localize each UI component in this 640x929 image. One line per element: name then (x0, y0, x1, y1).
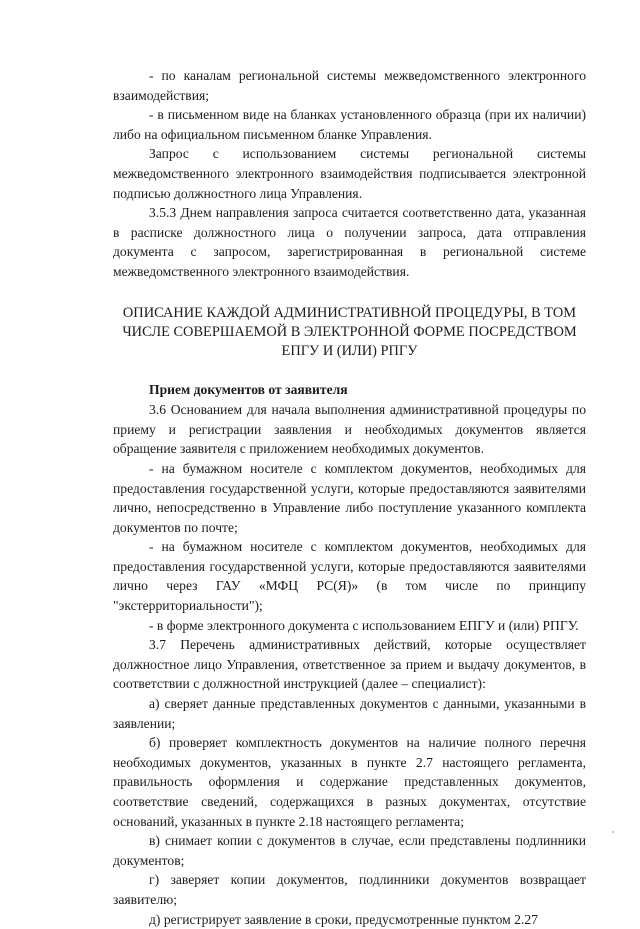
paragraph: - в письменном виде на бланках установленного образца (при их наличии) либо на официальном письменном бланке Управления. (113, 107, 586, 142)
paragraph: 3.7 Перечень административных действий, которые осуществляет должностное лицо Управления, ответственное за прием и выдачу документов, в соответствии с должностной инструкцией (далее – специалист): (113, 637, 586, 692)
paragraph: а) сверяет данные представленных документов с данными, указанными в заявлении; (113, 696, 586, 731)
section-heading: ОПИСАНИЕ КАЖДОЙ АДМИНИСТРАТИВНОЙ ПРОЦЕДУРЫ, В ТОМ ЧИСЛЕ СОВЕРШАЕМОЙ В ЭЛЕКТРОННОЙ ФОРМЕ ПОСРЕДСТВОМ ЕПГУ И (ИЛИ) РПГУ (122, 304, 577, 359)
paragraph: б) проверяет комплектность документов на наличие полного перечня необходимых документов, указанных в пункте 2.7 настоящего регламента, правильность оформления и содержание представленных документов, соответствие сведений, содержащихся в разных документах, отсутствие оснований, указанных в пункте 2.18 настоящего регламента; (113, 735, 586, 829)
paragraph: д) регистрирует заявление в сроки, предусмотренные пунктом 2.27 (149, 911, 538, 927)
paragraph: 3.6 Основанием для начала выполнения административной процедуры по приему и регистрации заявления и необходимых документов является обращение заявителя с приложением необходимых документов. (113, 402, 586, 457)
scan-speck (612, 831, 614, 833)
subsection-heading: Прием документов от заявителя (149, 381, 348, 397)
paragraph: - на бумажном носителе с комплектом документов, необходимых для предоставления государственной услуги, которые предоставляются заявителями лично через ГАУ «МФЦ РС(Я)» (в том числе по принципу "экстерриториальности"); (113, 539, 586, 614)
paragraph: - по каналам региональной системы межведомственного электронного взаимодействия; (113, 68, 586, 103)
paragraph: г) заверяет копии документов, подлинники документов возвращает заявителю; (113, 872, 586, 907)
document-body-top (113, 66, 586, 282)
document-body-bottom (113, 400, 586, 929)
paragraph: 3.5.3 Днем направления запроса считается соответственно дата, указанная в расписке должностного лица о получении запроса, дата отправления документа с запросом, зарегистрированная в региональной системе межведомственного электронного взаимодействия. (113, 205, 586, 279)
paragraph: - в форме электронного документа с использованием ЕПГУ и (или) РПГУ. (149, 617, 579, 633)
paragraph: Запрос с использованием системы региональной системы межведомственного электронного взаимодействия подписывается электронной подписью должностного лица Управления. (113, 146, 586, 201)
paragraph: - на бумажном носителе с комплектом документов, необходимых для предоставления государственной услуги, которые предоставляются заявителями лично, непосредственно в Управление либо поступление указанного комплекта документов по почте; (113, 460, 586, 535)
paragraph: в) снимает копии с документов в случае, если представлены подлинники документов; (113, 833, 586, 868)
